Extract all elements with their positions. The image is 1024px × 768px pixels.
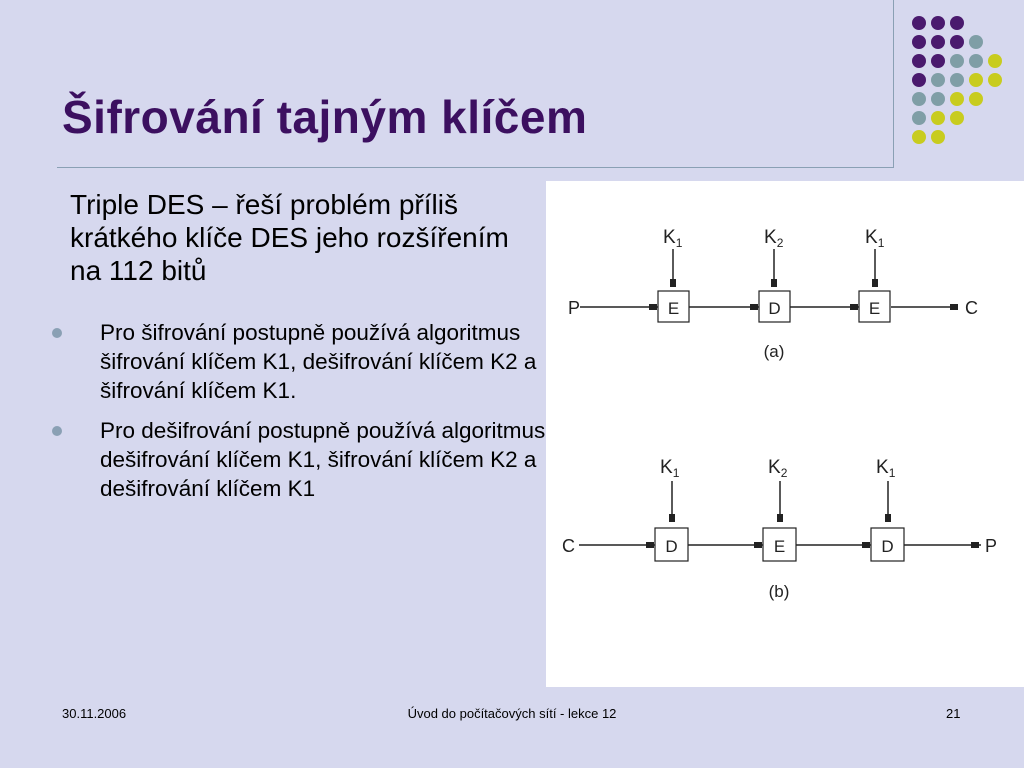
- key-label: $K_1$: [876, 457, 896, 480]
- decorative-dot: [988, 54, 1002, 68]
- decorative-dot: [912, 54, 926, 68]
- diagram-b: [562, 457, 997, 601]
- output-label: P: [985, 536, 998, 556]
- key-label: $K_1$: [660, 457, 680, 480]
- decorative-dot: [931, 35, 945, 49]
- decorative-dot: [931, 73, 945, 87]
- decorative-dot: [931, 54, 945, 68]
- diagram-caption: (b): [768, 582, 790, 601]
- output-label: C: [965, 298, 978, 318]
- bullet-text: Pro šifrování postupně používá algoritmus šifrování klíčem K1, dešifrování klíčem K2 a šifrování klíčem K1.: [100, 320, 537, 403]
- decorative-dot: [950, 16, 964, 30]
- decorative-dot: [931, 16, 945, 30]
- input-label: C: [562, 536, 575, 556]
- box-label: D: [665, 537, 678, 556]
- footer-page-number: 21: [946, 706, 961, 721]
- decorative-dot: [969, 92, 983, 106]
- decorative-dot: [912, 73, 926, 87]
- triple-des-diagram: [546, 181, 1024, 687]
- box-label: D: [881, 537, 894, 556]
- decorative-dot: [931, 130, 945, 144]
- header-horizontal-rule: [57, 167, 894, 168]
- decorative-dot: [969, 73, 983, 87]
- key-label: $K_1$: [663, 227, 683, 250]
- decorative-dot: [950, 35, 964, 49]
- bullet-dot-icon: [52, 426, 62, 436]
- bullet-list: [48, 318, 548, 514]
- diagram-a: [568, 227, 978, 361]
- diagram-caption: (a): [763, 342, 785, 361]
- decorative-dot: [912, 92, 926, 106]
- decorative-dot: [969, 54, 983, 68]
- box-label: E: [868, 299, 881, 318]
- slide-title: Šifrování tajným klíčem: [62, 91, 588, 143]
- footer-date: 30.11.2006: [62, 706, 127, 721]
- decorative-dot: [912, 16, 926, 30]
- bullet-item: [48, 318, 548, 405]
- footer-title: Úvod do počítačových sítí - lekce 12: [407, 706, 617, 721]
- decorative-dot: [988, 73, 1002, 87]
- bullet-text: Pro dešifrování postupně používá algoritmus dešifrování klíčem K1, šifrování klíčem K2 a dešifrování klíčem K1: [100, 418, 546, 501]
- decorative-dot: [912, 35, 926, 49]
- box-label: E: [667, 299, 680, 318]
- key-label: $K_1$: [865, 227, 885, 250]
- decorative-dot: [969, 35, 983, 49]
- decorative-dot: [950, 73, 964, 87]
- input-label: P: [568, 298, 581, 318]
- decorative-dot: [950, 111, 964, 125]
- decorative-dot: [950, 54, 964, 68]
- decorative-dot: [912, 130, 926, 144]
- decorative-dot: [912, 111, 926, 125]
- box-label: D: [768, 299, 781, 318]
- key-label: $K_2$: [768, 457, 788, 480]
- decorative-dot: [931, 92, 945, 106]
- decorative-dot: [931, 111, 945, 125]
- intro-text: Triple DES – řeší problém příliš krátkého klíče DES jeho rozšířením na 112 bitů: [70, 189, 509, 286]
- bullet-item: [48, 416, 548, 503]
- key-label: $K_2$: [764, 227, 784, 250]
- diagram-svg: [546, 181, 1024, 687]
- decorative-dot: [950, 92, 964, 106]
- box-label: E: [773, 537, 786, 556]
- bullet-dot-icon: [52, 328, 62, 338]
